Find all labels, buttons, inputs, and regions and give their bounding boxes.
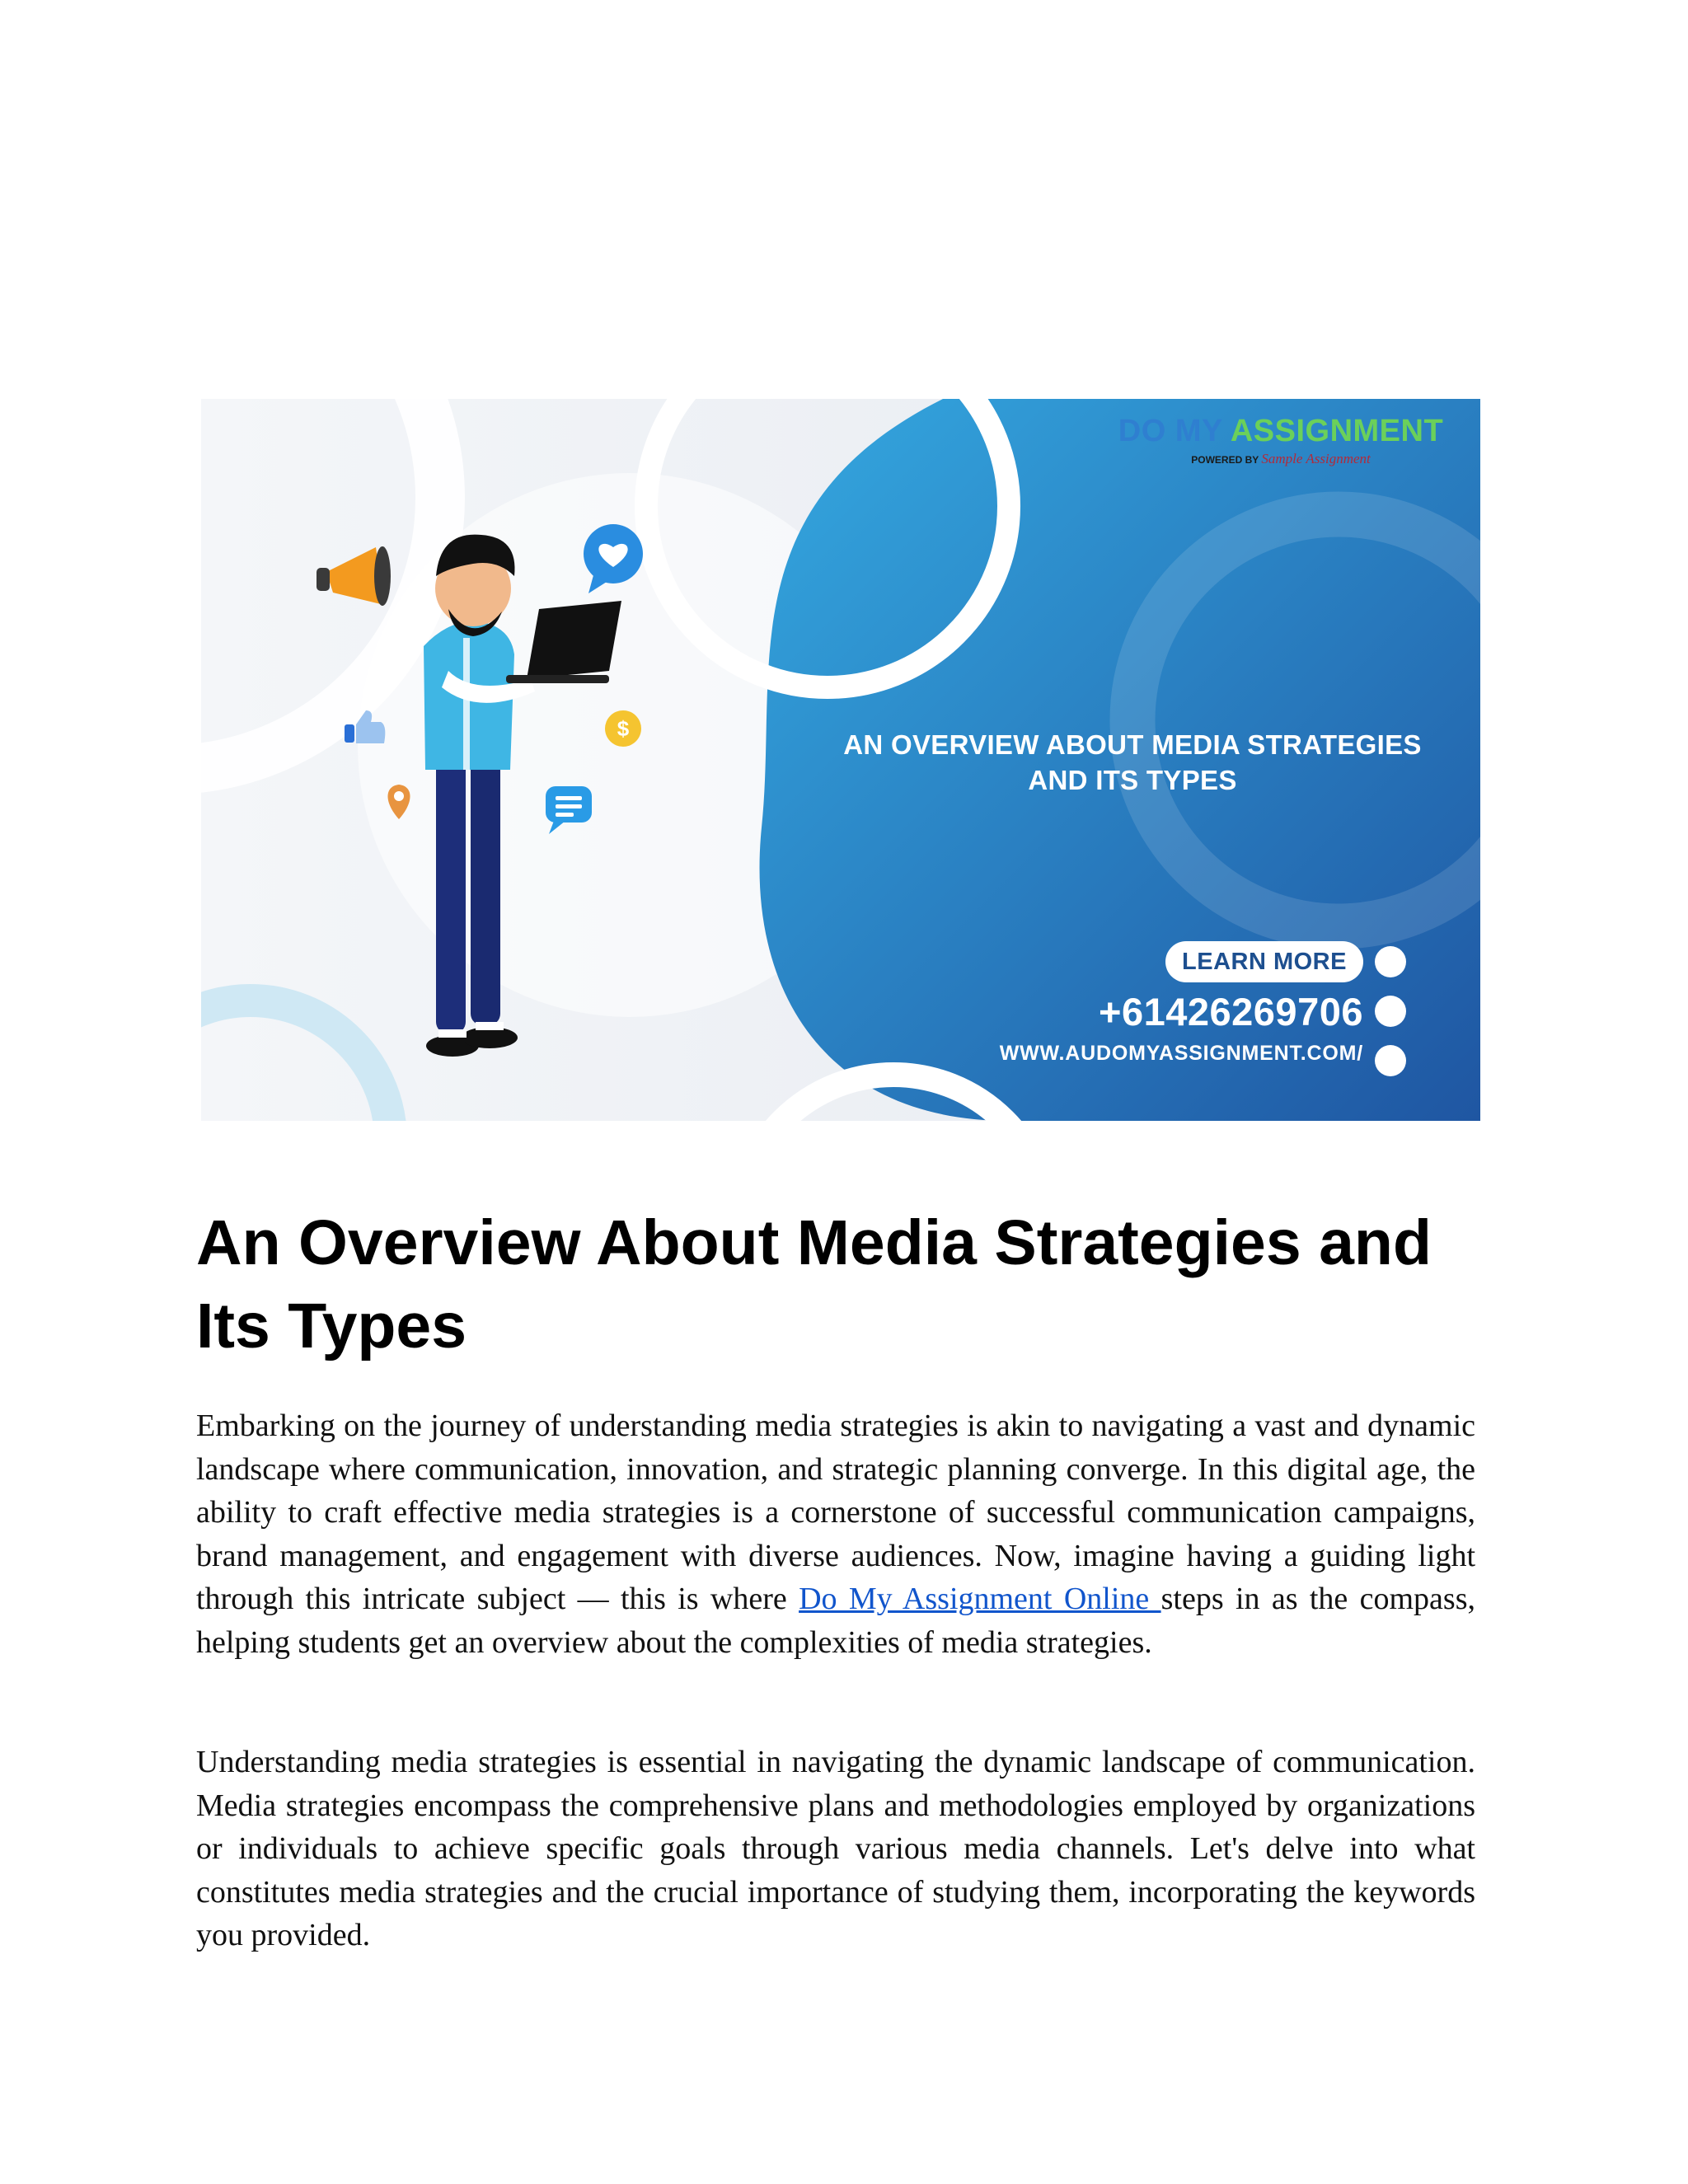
- do-my-assignment-online-link[interactable]: Do My Assignment Online: [799, 1582, 1161, 1617]
- logo-powered-by: POWERED BY: [1191, 454, 1259, 466]
- banner-logo: [1108, 414, 1454, 467]
- bullet-dot: [1375, 946, 1406, 977]
- article-title: An Overview About Media Strategies and Its Types: [196, 1207, 1432, 1361]
- paragraph-1-text-after-link: steps in as the compass, helping students get an overview about the complexities of media strategies.: [196, 1582, 1475, 1660]
- article-paragraph-2: Understanding media strategies is essential in navigating the dynamic landscape of communication. Media strategies encompass the comprehensive plans and methodologies employed by organizations or individuals to achieve specific goals through various media channels. Let's delve into what constitutes media strategies and the crucial importance of studying them, incorporating the keywords you provided.: [196, 1745, 1475, 1953]
- hero-banner: [201, 399, 1480, 1121]
- logo-tagline: [1108, 451, 1454, 467]
- bullet-dot: [1375, 996, 1406, 1027]
- logo-brand: Sample Assignment: [1261, 451, 1371, 466]
- banner-headline-line1: AN OVERVIEW ABOUT MEDIA STRATEGIES: [843, 729, 1422, 760]
- paragraph-1-text-before-link: Embarking on the journey of understanding media strategies is akin to navigating a vast and dynamic landscape where communication, innovation, and strategic planning converge. In this digital age, the ability to craft effective media strategies is a cornerstone of successful communication campaigns, brand management, and engagement with diverse audiences. Now, imagine having a guiding light through this intricate subject — this is where: [196, 1408, 1475, 1617]
- banner-headline: [786, 727, 1479, 798]
- banner-headline-line2: AND ITS TYPES: [1028, 765, 1237, 795]
- banner-phone: +61426269706: [1099, 990, 1363, 1033]
- bullet-dot: [1375, 1045, 1406, 1076]
- dollar-coin-icon: [605, 710, 641, 747]
- banner-website: WWW.AUDOMYASSIGNMENT.COM/: [999, 1042, 1363, 1065]
- article-paragraph-1: [196, 1404, 1475, 1665]
- logo-wordmark: [1108, 414, 1454, 449]
- svg-text:$: $: [617, 716, 630, 741]
- logo-wordmark-part1: DO MY: [1118, 414, 1231, 448]
- logo-wordmark-part2: ASSIGNMENT: [1230, 414, 1444, 448]
- learn-more-button[interactable]: LEARN MORE: [1165, 941, 1363, 982]
